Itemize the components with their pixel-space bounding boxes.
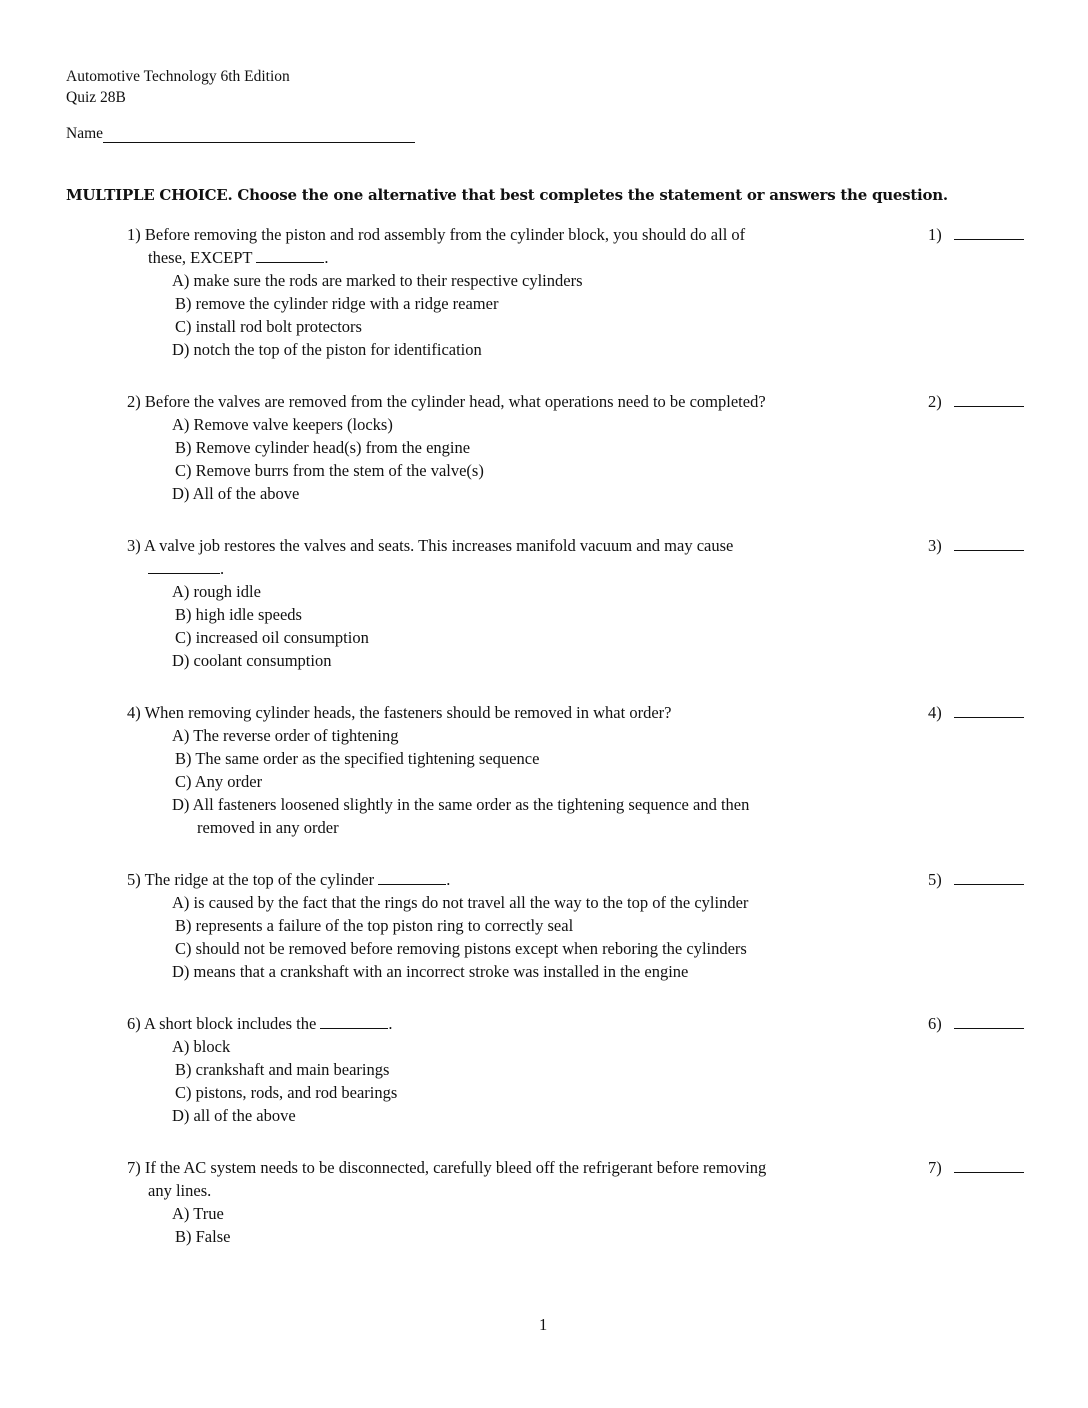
answer-number: 2) (928, 392, 942, 411)
inline-blank (256, 248, 324, 263)
document-title: Automotive Technology 6th Edition (66, 68, 290, 85)
options-list (172, 580, 887, 672)
option-d[interactable]: D) coolant consumption (172, 651, 332, 670)
answer-1 (928, 223, 1024, 246)
answer-blank[interactable] (954, 1014, 1024, 1029)
option-d[interactable]: D) all of the above (172, 1106, 296, 1125)
options-list (172, 724, 887, 839)
answer-6 (928, 1012, 1024, 1035)
question-5 (127, 868, 887, 983)
option-d[interactable]: D) All of the above (172, 484, 300, 503)
option-c[interactable]: C) install rod bolt protectors (175, 317, 362, 336)
option-b[interactable]: B) remove the cylinder ridge with a ridge reamer (175, 294, 499, 313)
inline-blank (148, 559, 220, 574)
inline-blank (378, 870, 446, 885)
question-stem: 3) A valve job restores the valves and seats. This increases manifold vacuum and may cause . (127, 536, 734, 578)
instructions: MULTIPLE CHOICE. Choose the one alternative that best completes the statement or answers the question. (66, 186, 948, 204)
option-b[interactable]: B) crankshaft and main bearings (175, 1060, 390, 1079)
option-a[interactable]: A) True (172, 1204, 224, 1223)
answer-number: 1) (928, 225, 942, 244)
option-b[interactable]: B) False (175, 1227, 231, 1246)
question-stem: 5) The ridge at the top of the cylinder . (127, 870, 451, 889)
name-field[interactable] (103, 124, 415, 143)
answer-blank[interactable] (954, 703, 1024, 718)
question-stem: 4) When removing cylinder heads, the fasteners should be removed in what order? (127, 703, 672, 722)
answer-5 (928, 868, 1024, 891)
question-3 (127, 534, 887, 672)
option-c[interactable]: C) should not be removed before removing pistons except when reboring the cylinders (175, 939, 747, 958)
options-list (172, 413, 887, 505)
answer-blank[interactable] (954, 225, 1024, 240)
option-c[interactable]: C) Remove burrs from the stem of the valve(s) (175, 461, 484, 480)
options-list (172, 891, 887, 983)
answer-number: 4) (928, 703, 942, 722)
option-d[interactable]: D) notch the top of the piston for identification (172, 340, 482, 359)
question-1 (127, 223, 887, 361)
answer-2 (928, 390, 1024, 413)
option-a[interactable]: A) The reverse order of tightening (172, 726, 399, 745)
name-label: Name (66, 125, 104, 142)
option-c[interactable]: C) Any order (175, 772, 263, 791)
option-c[interactable]: C) increased oil consumption (175, 628, 369, 647)
answer-3 (928, 534, 1024, 557)
option-a[interactable]: A) block (172, 1037, 231, 1056)
answer-4 (928, 701, 1024, 724)
answer-blank[interactable] (954, 536, 1024, 551)
question-2 (127, 390, 887, 505)
option-a[interactable]: A) rough idle (172, 582, 261, 601)
option-a[interactable]: A) is caused by the fact that the rings do not travel all the way to the top of the cylinder (172, 893, 749, 912)
answer-number: 5) (928, 870, 942, 889)
option-b[interactable]: B) The same order as the specified tightening sequence (175, 749, 540, 768)
options-list (172, 1202, 887, 1248)
answer-number: 6) (928, 1014, 942, 1033)
answer-number: 7) (928, 1158, 942, 1177)
page-number: 1 (539, 1315, 548, 1334)
question-stem: 1) Before removing the piston and rod assembly from the cylinder block, you should do all of these, EXCEPT . (127, 225, 746, 267)
option-b[interactable]: B) high idle speeds (175, 605, 302, 624)
answer-blank[interactable] (954, 1158, 1024, 1173)
option-c[interactable]: C) pistons, rods, and rod bearings (175, 1083, 398, 1102)
question-stem: 7) If the AC system needs to be disconnected, carefully bleed off the refrigerant before removing any lines. (127, 1158, 767, 1200)
options-list (172, 1035, 887, 1127)
answer-7 (928, 1156, 1024, 1179)
question-stem: 6) A short block includes the . (127, 1014, 393, 1033)
question-7 (127, 1156, 887, 1248)
option-b[interactable]: B) Remove cylinder head(s) from the engine (175, 438, 471, 457)
answer-number: 3) (928, 536, 942, 555)
options-list (172, 269, 887, 361)
document-header (66, 66, 290, 108)
question-6 (127, 1012, 887, 1127)
inline-blank (320, 1014, 388, 1029)
answer-blank[interactable] (954, 392, 1024, 407)
name-row (66, 124, 415, 143)
question-4 (127, 701, 887, 839)
option-d[interactable]: D) means that a crankshaft with an incorrect stroke was installed in the engine (172, 962, 689, 981)
question-stem: 2) Before the valves are removed from the cylinder head, what operations need to be completed? (127, 392, 766, 411)
option-d[interactable]: D) All fasteners loosened slightly in the same order as the tightening sequence and then removed in any order (172, 795, 750, 837)
option-b[interactable]: B) represents a failure of the top piston ring to correctly seal (175, 916, 574, 935)
quiz-title: Quiz 28B (66, 89, 126, 106)
answer-blank[interactable] (954, 870, 1024, 885)
option-a[interactable]: A) Remove valve keepers (locks) (172, 415, 393, 434)
option-a[interactable]: A) make sure the rods are marked to their respective cylinders (172, 271, 583, 290)
